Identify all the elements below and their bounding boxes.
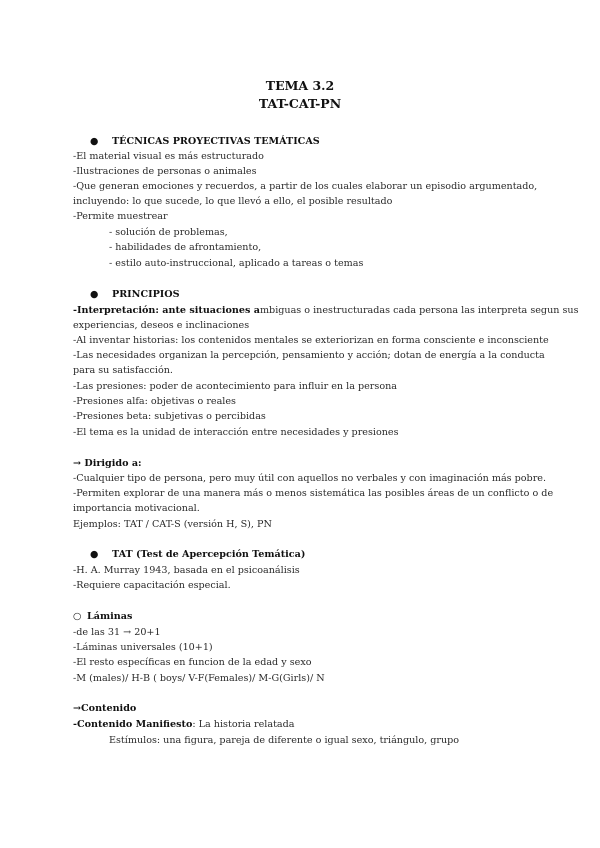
circle-bullet-icon: ○ (73, 611, 82, 622)
text-line: -Que generan emociones y recuerdos, a partir de los cuales elaborar un episodio argumentado, (73, 181, 538, 192)
text-line: -Las presiones: poder de acontecimiento para influir en la persona (73, 381, 397, 392)
section-heading-laminas: ○ Láminas (73, 611, 133, 622)
text-line: -Interpretación: ante situaciones ambiguas o inestructuradas cada persona las interpreta segun sus (73, 305, 579, 316)
indented-item: - solución de problemas, (109, 227, 228, 238)
text-line: -Presiones alfa: objetivas o reales (73, 396, 236, 407)
text-line: Ejemplos: TAT / CAT-S (versión H, S), PN (73, 519, 272, 530)
text-line: -Presiones beta: subjetivas o percibidas (73, 411, 266, 422)
indented-item: - habilidades de afrontamiento, (109, 242, 262, 253)
text-line: -Permiten explorar de una manera más o menos sistemática las posibles áreas de un conflicto o de (73, 488, 554, 499)
bullet-icon: ● (90, 549, 99, 560)
text-line: -H. A. Murray 1943, basada en el psicoanálisis (73, 565, 300, 576)
text-line: incluyendo: lo que sucede, lo que llevó a ello, el posible resultado (73, 196, 393, 207)
text-line: -El resto específicas en funcion de la edad y sexo (73, 657, 312, 668)
section-heading-tat: ● TAT (Test de Apercepción Temática) (90, 549, 306, 560)
section-heading-dirigido: → Dirigido a: (73, 458, 142, 469)
indented-item: - estilo auto-instruccional, aplicado a tareas o temas (109, 258, 364, 269)
text-line: -Ilustraciones de personas o animales (73, 166, 257, 177)
text-line: -M (males)/ H-B ( boys/ V-F(Females)/ M-G(Girls)/ N (73, 673, 325, 684)
section-heading-tecnicas: ● TÉCNICAS PROYECTIVAS TEMÁTICAS (90, 136, 320, 147)
text-line: -Láminas universales (10+1) (73, 642, 213, 653)
text-line: -de las 31 → 20+1 (73, 627, 161, 638)
section-heading-principios: ● PRINCIPIOS (90, 289, 180, 300)
text-line: -El material visual es más estructurado (73, 151, 264, 162)
text-line: -Requiere capacitación especial. (73, 580, 231, 591)
text-line: -Permite muestrear (73, 211, 168, 222)
text-line: -Al inventar historias: los contenidos mentales se exteriorizan en forma consciente e inconsciente (73, 335, 549, 346)
section-heading-contenido: →Contenido (73, 703, 137, 714)
bullet-icon: ● (90, 136, 99, 147)
text-line: importancia motivacional. (73, 503, 200, 514)
text-line: para su satisfacción. (73, 365, 173, 376)
text-line: -Cualquier tipo de persona, pero muy útil con aquellos no verbales y con imaginación más pobre. (73, 473, 547, 484)
indented-item: Estímulos: una figura, pareja de diferente o igual sexo, triángulo, grupo (109, 735, 460, 746)
text-line: -Contenido Manifiesto: La historia relatada (73, 719, 295, 730)
text-line: -El tema es la unidad de interacción entre necesidades y presiones (73, 427, 399, 438)
document-title: TEMA 3.2 (265, 78, 335, 93)
text-line: experiencias, deseos e inclinaciones (73, 320, 250, 331)
bullet-icon: ● (90, 289, 99, 300)
document-subtitle: TAT-CAT-PN (258, 96, 342, 111)
text-line: -Las necesidades organizan la percepción, pensamiento y acción; dotan de energía a la conducta (73, 350, 545, 361)
